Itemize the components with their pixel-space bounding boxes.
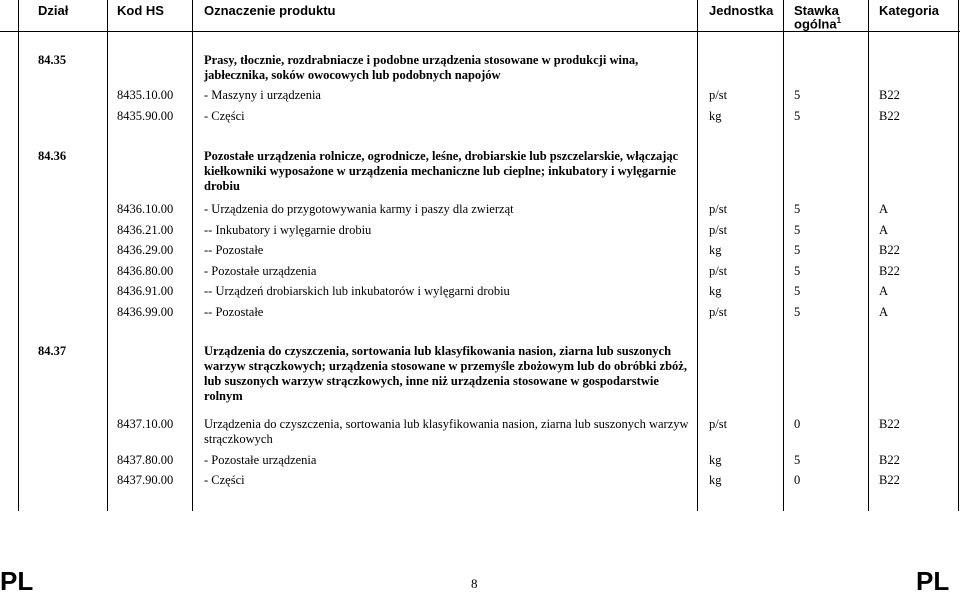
column-border [697,0,698,511]
row-code: 8436.80.00 [117,264,174,278]
row-category: B22 [879,109,900,123]
row-category: A [879,305,889,319]
row-rate: 5 [794,202,801,216]
row-unit: p/st [709,305,728,319]
column-border [18,0,19,511]
row-desc: - Pozostałe urządzenia [204,453,317,467]
section-title: Pozostałe urządzenia rolnicze, ogrodnicze, leśne, drobiarskie lub pszczelarskie, włączając kiełkowniki wyposażone w urządzenia mechaniczne lub cieplne; inkubatory i wylęgarnie drobiu [204,149,679,193]
header-stawka-line1: Stawka [794,3,839,18]
row-unit: kg [709,453,722,467]
row-code: 8437.80.00 [117,453,174,467]
row-desc: -- Urządzeń drobiarskich lub inkubatorów i wylęgarni drobiu [204,284,510,298]
row-unit: p/st [709,223,728,237]
row-rate: 5 [794,109,801,123]
row-desc: - Pozostałe urządzenia [204,264,317,278]
row-unit: kg [709,473,722,487]
row-desc: - Urządzenia do przygotowywania karmy i paszy dla zwierząt [204,202,514,216]
column-border [958,0,959,511]
row-code: 8437.90.00 [117,473,174,487]
header-kategoria: Kategoria [879,3,939,18]
row-category: B22 [879,473,900,487]
row-category: A [879,202,889,216]
row-unit: kg [709,243,722,257]
row-desc: -- Inkubatory i wylęgarnie drobiu [204,223,372,237]
header-oznaczenie: Oznaczenie produktu [204,3,336,18]
section-dzial: 84.36 [38,149,67,163]
row-category: B22 [879,88,900,102]
row-unit: p/st [709,264,728,278]
row-code: 8435.10.00 [117,88,174,102]
row-desc: - Części [204,109,245,123]
row-unit: kg [709,109,722,123]
row-desc: - Części [204,473,245,487]
row-desc: - Maszyny i urządzenia [204,88,321,102]
row-rate: 5 [794,305,801,319]
page-number: 8 [471,576,478,591]
header-stawka-line2: ogólna$^1$ [794,16,842,32]
row-unit: p/st [709,417,728,431]
row-code: 8436.91.00 [117,284,174,298]
row-unit: p/st [709,88,728,102]
header-dzial: Dział [38,3,69,18]
row-rate: 5 [794,88,801,102]
section-title: Prasy, tłocznie, rozdrabniacze i podobne urządzenia stosowane w produkcji wina, jabłecznika, soków owocowych lub podobnych napojów [204,53,639,82]
row-desc: -- Pozostałe [204,243,264,257]
row-code: 8435.90.00 [117,109,174,123]
column-border [192,0,193,511]
row-rate: 0 [794,417,801,431]
row-category: B22 [879,264,900,278]
row-unit: kg [709,284,722,298]
row-code: 8436.21.00 [117,223,174,237]
section-dzial: 84.35 [38,53,67,67]
row-desc: -- Pozostałe [204,305,264,319]
row-rate: 5 [794,243,801,257]
table-header [0,0,960,32]
row-rate: 5 [794,453,801,467]
row-rate: 5 [794,223,801,237]
row-category: A [879,223,889,237]
footer-country-left: PL [0,566,34,596]
section-title: Urządzenia do czyszczenia, sortowania lub klasyfikowania nasion, ziarna lub suszonych warzyw strączkowych; urządzenia stosowane w przemyśle zbożowym lub do obróbki zbóż, lub suszonych warzyw strączkowych, inne niż urządzenia stosowane w gospodarstwie rolnym [204,344,687,403]
row-rate: 0 [794,473,801,487]
footer-country-right: PL [916,566,950,596]
row-code: 8436.10.00 [117,202,174,216]
column-border [868,0,869,511]
row-rate: 5 [794,284,801,298]
row-rate: 5 [794,264,801,278]
header-jednostka: Jednostka [709,3,774,18]
header-kod-hs: Kod HS [117,3,164,18]
row-code: 8436.29.00 [117,243,174,257]
header-stawka-sup: 1 [836,16,842,25]
section-dzial: 84.37 [38,344,67,358]
row-unit: p/st [709,202,728,216]
row-category: A [879,284,889,298]
column-border [783,0,784,511]
row-category: B22 [879,243,900,257]
row-category: B22 [879,417,900,431]
row-code: 8436.99.00 [117,305,174,319]
row-code: 8437.10.00 [117,417,174,431]
row-category: B22 [879,453,900,467]
column-border [107,0,108,511]
row-desc: Urządzenia do czyszczenia, sortowania lub klasyfikowania nasion, ziarna lub suszonych warzyw strączkowych [204,417,689,446]
